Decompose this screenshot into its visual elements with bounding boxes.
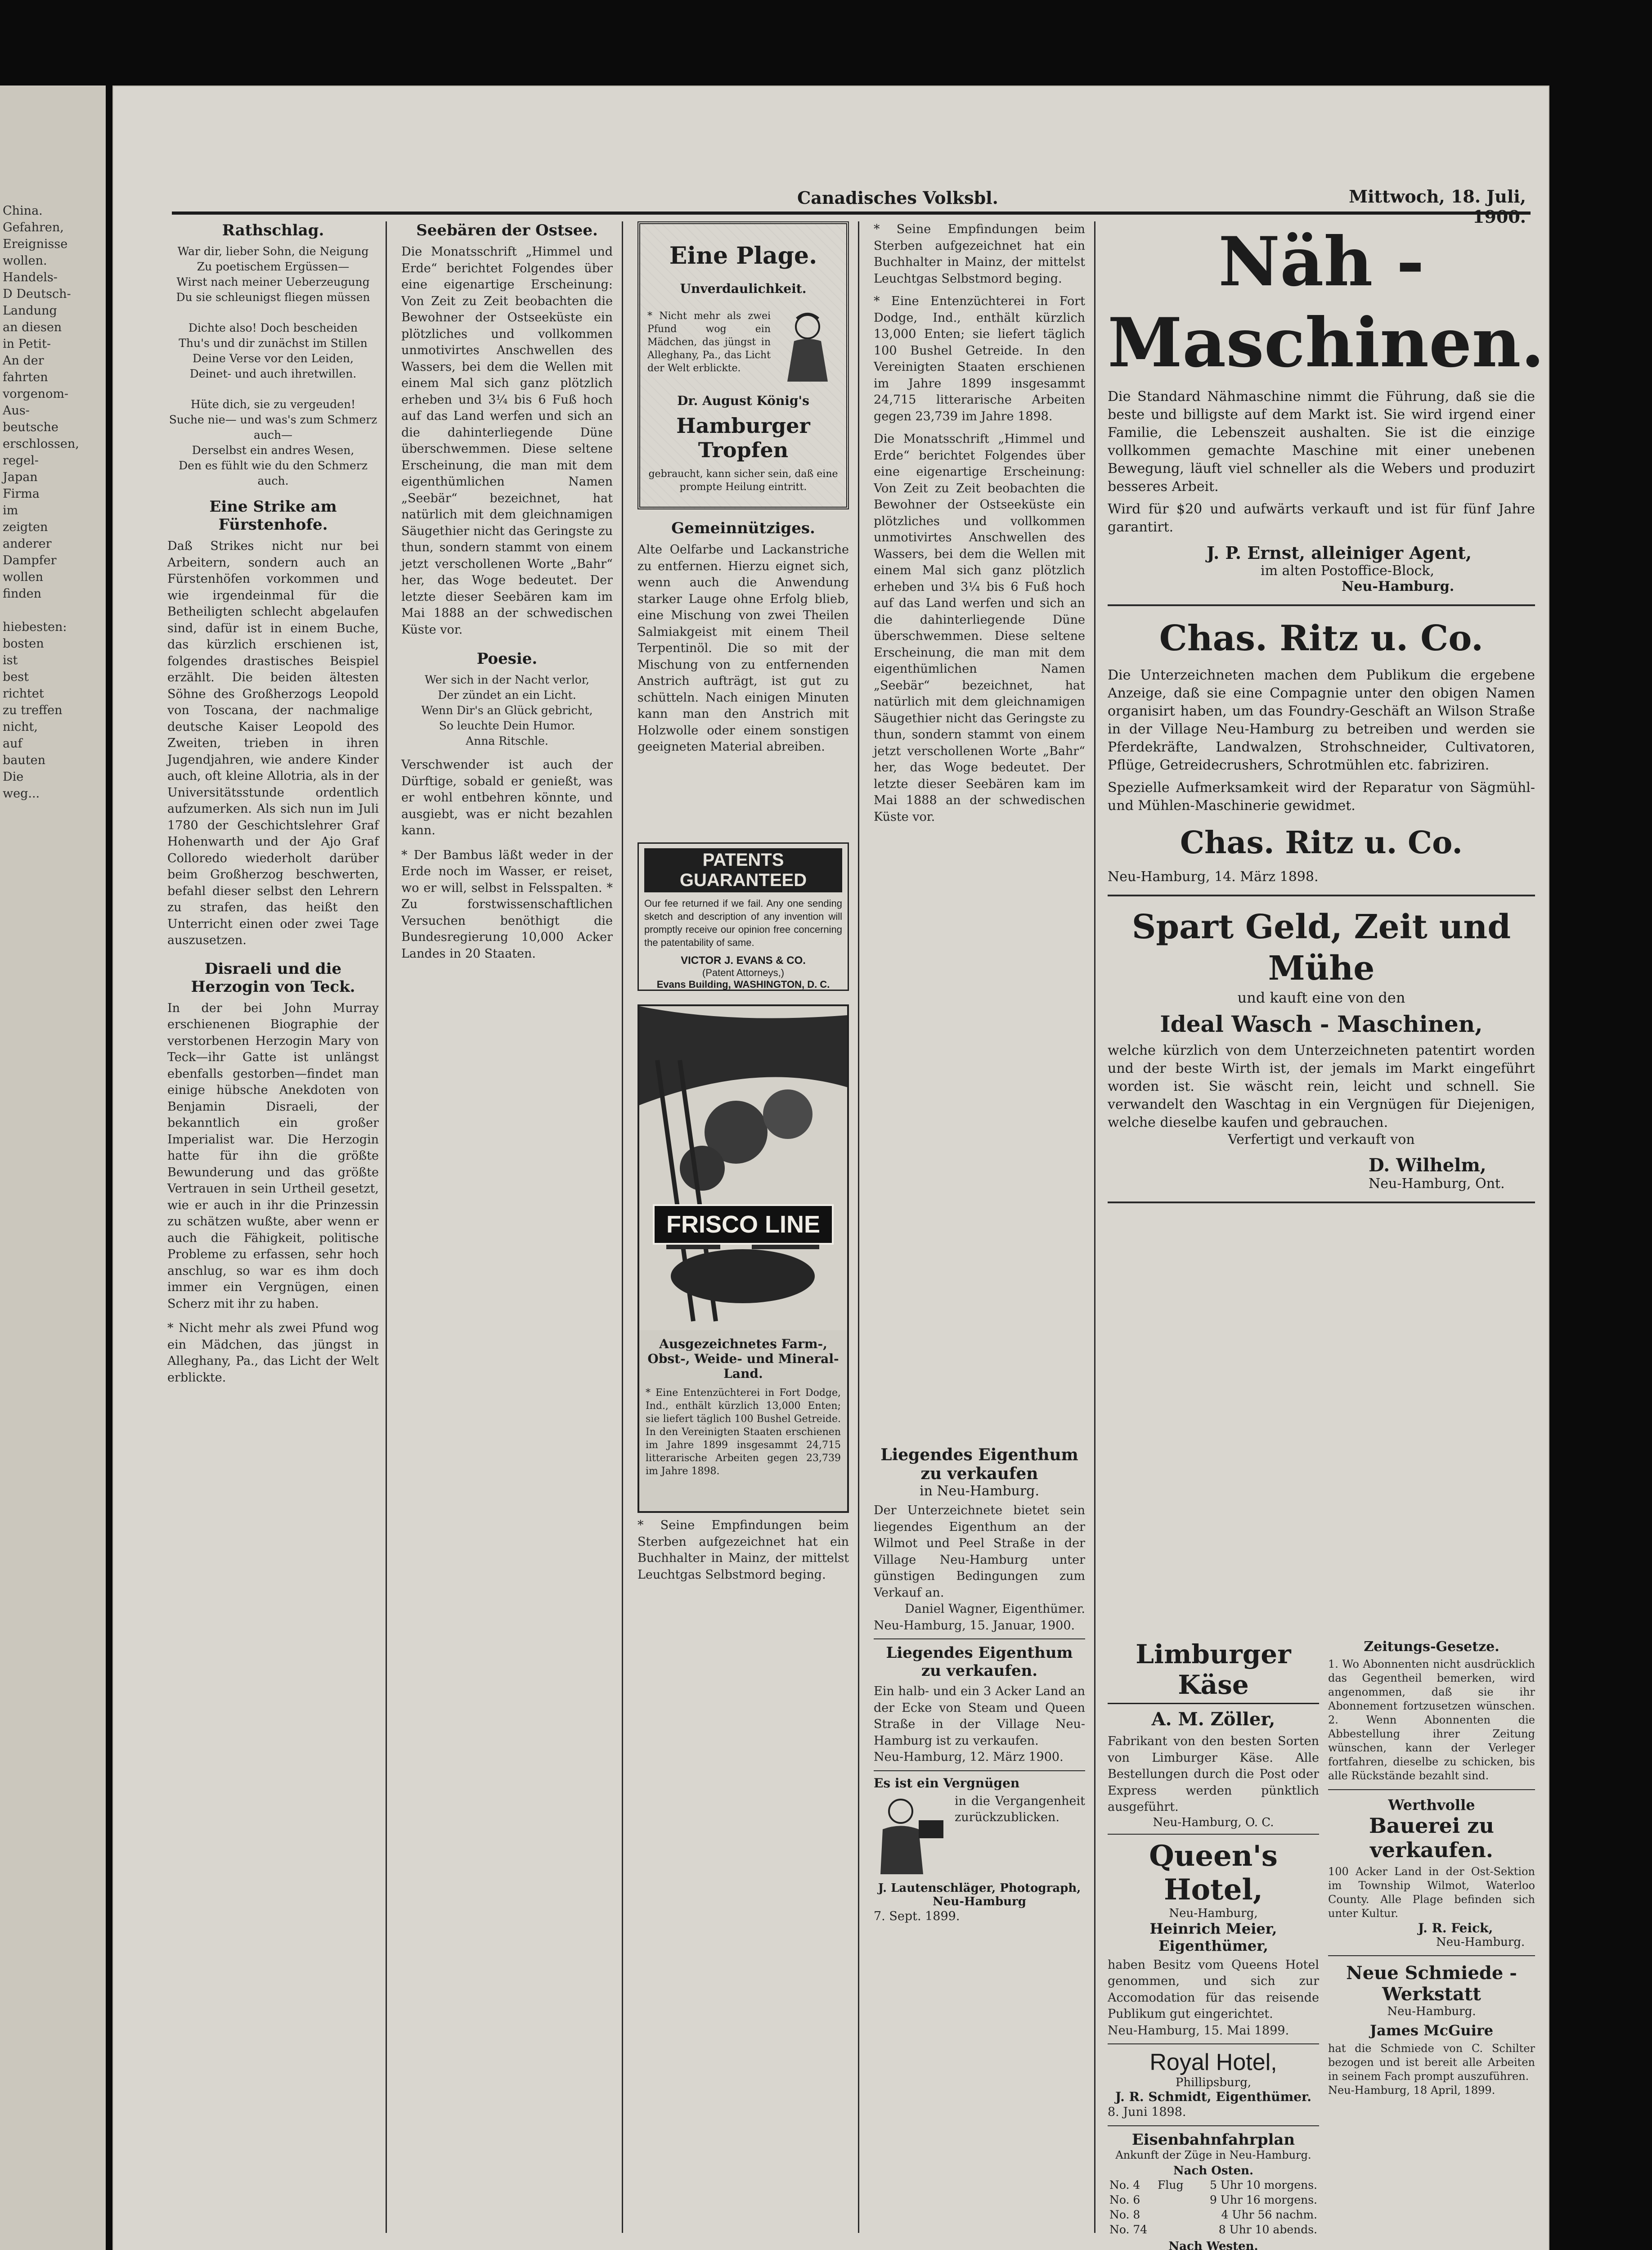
ad-date: Neu-Hamburg, 15. Januar, 1900. bbox=[874, 1618, 1075, 1633]
patents-firm: VICTOR J. EVANS & CO. bbox=[681, 954, 806, 967]
bauerei-signature: J. R. Feick, bbox=[1418, 1921, 1493, 1935]
timetable-east-label: Nach Osten. bbox=[1173, 2164, 1254, 2178]
patents-ad bbox=[637, 842, 849, 991]
bauerei-town: Neu-Hamburg. bbox=[1436, 1935, 1525, 1949]
queens-date: Neu-Hamburg, 15. Mai 1899. bbox=[1108, 2023, 1289, 2038]
zeitung-body: 1. Wo Abonnenten nicht ausdrücklich das Gegentheil bemerken, wird angenommen, daß sie ihr Abonnement fortzusetzen wünschen. 2. Wenn Abonnenten die Abbestellung ihrer Zeitung wünschen, kann der Verleger fortfahren, dieselbe zu schicken, bis alle Rückstände bezahlt sind. bbox=[1328, 1658, 1535, 1782]
news-notes: * Der Bambus läßt weder in der Erde noch im Wasser, er reiset, wo er will, selbst in Felsspalten. * Zu forstwissenschaftlichen Versuchen benöthigt die Bundesregierung 10,000 Acker Landes in 20 Staaten. bbox=[401, 848, 613, 961]
timetable-row bbox=[1108, 2222, 1319, 2237]
poem-line: Deine Verse vor den Leiden, bbox=[193, 352, 354, 365]
wasch-product: Ideal Wasch - Maschinen, bbox=[1160, 1011, 1483, 1037]
ritz-body-2: Spezielle Aufmerksamkeit wird der Reparatur von Sägmühl- und Mühlen-Maschinerie gewidmet. bbox=[1108, 780, 1535, 814]
limburg-town: Neu-Hamburg, O. C. bbox=[1153, 1815, 1274, 1829]
ad-title: Es ist ein Vergnügen bbox=[874, 1775, 1020, 1791]
plage-text: * Nicht mehr als zwei Pfund wog ein Mädchen, das jüngst in Alleghany, Pa., das Licht der Welt erblickte. bbox=[647, 310, 771, 374]
frisco-line-ad bbox=[637, 1004, 849, 1513]
poem-line: Suche nie— und was's zum Schmerz auch— bbox=[169, 413, 377, 441]
previous-page-edge bbox=[0, 86, 106, 2250]
article-body: Die Monatsschrift „Himmel und Erde“ berichtet Folgendes über eine eigenartige Erscheinung: Von Zeit zu Zeit beobachten die Bewohner der Ostseeküste ein plötzliches und vollkommen unmotivirtes Anschwellen des Wassers, bei dem die Wellen mit einem Mal sich ganz plötzlich erheben und 3¼ bis 6 Fuß hoch auf das Land werfen und sich an die dahinterliegende Düne überschwemmen. Diese seltene Erscheinung, die man mit dem eigenthümlichen Namen „Seebär“ bezeichnet, hat natürlich mit dem gleichnamigen Säugethier nicht das Geringste zu thun, sondern stammt von einem jetzt verschollenen Worte „Bahr“ her, das Woge bedeutet. Der letzte dieser Seebären kam im Mai 1888 an der schwedischen Küste vor. bbox=[401, 245, 613, 637]
bauerei-title-2: Bauerei zu verkaufen. bbox=[1369, 1814, 1494, 1862]
article-body: * Seine Empfindungen beim Sterben aufgezeichnet hat ein Buchhalter in Mainz, der mittelst Leuchtgas Selbstmord beging. bbox=[637, 1518, 849, 1582]
ad-subtitle: in Neu-Hamburg. bbox=[919, 1483, 1039, 1499]
naeh-agent: J. P. Ernst, alleiniger Agent, bbox=[1207, 543, 1472, 563]
article-body: Verschwender ist auch der Dürftige, sobald er genießt, was er wohl entbehren könnte, und ausgiebt, was er nicht bezahlen kann. bbox=[401, 758, 613, 837]
timetable-cell bbox=[1156, 2192, 1190, 2207]
schmiede-body: hat die Schmiede von C. Schilter bezogen und ist bereit alle Arbeiten in seinem Fach prompt auszuführen. bbox=[1328, 2042, 1535, 2083]
timetable-row bbox=[1108, 2178, 1319, 2192]
timetable-east bbox=[1108, 2178, 1319, 2237]
plage-brand: Dr. August König's bbox=[677, 393, 809, 408]
naeh-town: Neu-Hamburg. bbox=[1342, 579, 1454, 594]
wasch-title: Spart Geld, Zeit und Mühe bbox=[1131, 908, 1511, 988]
article-body: Die Monatsschrift „Himmel und Erde“ berichtet Folgendes über eine eigenartige Erscheinung: Von Zeit zu Zeit beobachten die Bewohner der Ostseeküste ein plötzliches und vollkommen unmotivirtes Anschwellen des Wassers, bei dem die Wellen mit einem Mal sich ganz plötzlich erheben und 3¼ bis 6 Fuß hoch auf das Land werfen und sich an die dahinterliegende Düne überschwemmen. Diese seltene Erscheinung, die man mit dem eigenthümlichen Namen „Seebär“ bezeichnet, hat natürlich mit dem gleichnamigen Säugethier nicht das Geringste zu thun, sondern stammt von einem jetzt verschollenen Worte „Bahr“ her, das Woge bedeutet. Der letzte dieser Seebären kam im Mai 1888 an der schwedischen Küste vor. bbox=[874, 432, 1085, 824]
poem-line: Zu poetischem Ergüssen— bbox=[197, 260, 350, 273]
royal-town: Phillipsburg, bbox=[1175, 2076, 1252, 2089]
photographer-illustration-icon bbox=[874, 1793, 950, 1879]
poem-line: Den es fühlt wie du den Schmerz auch. bbox=[179, 459, 368, 487]
poem-line: Du sie schleunigst fliegen müssen bbox=[176, 291, 370, 304]
royal-owner: J. R. Schmidt, Eigenthümer. bbox=[1115, 2089, 1311, 2104]
poem-line: Der zündet an ein Licht. bbox=[438, 688, 576, 702]
schmiede-town: Neu-Hamburg. bbox=[1387, 2005, 1476, 2018]
plage-product: Hamburger Tropfen bbox=[676, 414, 810, 462]
column-4 bbox=[874, 221, 1085, 825]
limburg-body: Fabrikant von den besten Sorten von Limburger Käse. Alle Bestellungen durch die Post oder Express werden pünktlich ausgeführt. bbox=[1108, 1734, 1319, 1814]
article-body: * Eine Entenzüchterei in Fort Dodge, Ind., enthält kürzlich 13,000 Enten; sie liefert täglich 100 Bushel Getreide. In den Vereinigten Staaten erschienen im Jahre 1899 insgesammt 24,715 litterarische Arbeiten gegen 23,739 im Jahre 1898. bbox=[874, 294, 1085, 423]
patents-body: Our fee returned if we fail. Any one sending sketch and description of any invention will promptly receive our opinion free concerning the patentability of same. bbox=[644, 898, 842, 948]
column-1 bbox=[167, 221, 379, 1386]
ad-body: Ein halb- und ein 3 Acker Land an der Ecke von Steam und Queen Straße in der Village Neu-Hamburg ist zu verkaufen. bbox=[874, 1684, 1085, 1748]
plage-subtitle: Unverdaulichkeit. bbox=[680, 281, 807, 296]
poem-line: Thu's und dir zunächst im Stillen bbox=[179, 337, 368, 350]
timetable-cell: Flug bbox=[1158, 2178, 1184, 2192]
naeh-price: Wird für $20 und aufwärts verkauft und ist für fünf Jahre garantirt. bbox=[1108, 501, 1535, 535]
timetable-cell: No. 4 bbox=[1109, 2178, 1140, 2192]
royal-title: Royal Hotel, bbox=[1149, 2049, 1277, 2075]
article-title: Seebären der Ostsee. bbox=[416, 221, 598, 239]
poem-line: Hüte dich, sie zu vergeuden! bbox=[190, 398, 356, 411]
poem bbox=[167, 244, 379, 489]
timetable-cell: 4 Uhr 56 nachm. bbox=[1221, 2208, 1317, 2221]
poem-line: Dichte also! Doch bescheiden bbox=[188, 321, 358, 334]
poem-line: Deinet- und auch ihretwillen. bbox=[189, 367, 357, 380]
bauerei-title-1: Werthvolle bbox=[1388, 1796, 1475, 1814]
article-title: Eine Strike am Fürstenhofe. bbox=[209, 498, 337, 534]
queens-body: haben Besitz vom Queens Hotel genommen, und sich zur Accomodation für das reisende Publikum gut eingerichtet. bbox=[1108, 1958, 1319, 2021]
article-body: Daß Strikes nicht nur bei Arbeitern, sondern auch an Fürstenhöfen vorkommen und wie irgendeinmal für die Betheiligten schlecht abgelaufen sind, dafür ist in einem Buche, das kürzlich erschienen ist, folgendes drastisches Beispiel erzählt. Die beiden ältesten Söhne des Großherzogs Leopold von Toscana, der nachmalige deutsche Kaiser Leopold des Zweiten, trieben in ihren Jugendjahren, wie andere Kinder auch, oft kleine Allotria, als in der Universitätsstunde ordentlich aufzumerken. Als sich nun im Juli 1780 der Geschichtslehrer Graf Hohenwarth und der Ajo Graf Colloredo wiederholt darüber beim Großherzog beschwerten, befahl dieser selbst den Lehrern zu strafen, das heißt den Unterricht einen oder zwei Tage auszusetzen. bbox=[167, 539, 379, 947]
wasch-town: Neu-Hamburg, Ont. bbox=[1369, 1176, 1505, 1192]
naeh-address: im alten Postoffice-Block, bbox=[1261, 563, 1435, 579]
queens-town: Neu-Hamburg, bbox=[1169, 1906, 1258, 1920]
patents-title: PATENTS GUARANTEED bbox=[644, 848, 842, 892]
frisco-line-logo: FRISCO LINE bbox=[653, 1204, 834, 1245]
poem-line: Derselbst ein andres Wesen, bbox=[192, 444, 355, 457]
ad-title: Liegendes Eigenthum zu verkaufen. bbox=[886, 1644, 1073, 1680]
wasch-sell: Verfertigt und verkauft von bbox=[1228, 1132, 1415, 1148]
previous-page-fragments: China. Gefahren, Ereignisse wollen. Handels- D Deutsch- Landung an diesen in Petit- An der fahrten vorgenom- Aus- beutsche erschlossen, regel- Japan Firma im zeigten anderer Dampfer wollen finden hiebesten: bosten ist best richtet zu treffen nicht, auf bauten Die weg... bbox=[3, 204, 79, 801]
queens-title: Queen's Hotel, bbox=[1149, 1839, 1278, 1907]
timetable-title: Eisenbahnfahrplan bbox=[1131, 2130, 1295, 2149]
ad-title: Liegendes Eigenthum zu verkaufen bbox=[880, 1445, 1078, 1483]
column-rule bbox=[1094, 221, 1095, 2233]
article-title: Gemeinnütziges. bbox=[671, 519, 815, 537]
poem-line: So leuchte Dein Humor. bbox=[439, 719, 575, 732]
column-rule bbox=[622, 221, 623, 2233]
patents-sub: (Patent Attorneys,) bbox=[702, 967, 785, 978]
article-body: Alte Oelfarbe und Lackanstriche zu entfernen. Hierzu eignet sich, wenn auch die Anwendung starker Lauge ohne Erfolg blieb, eine Mischung von zwei Theilen Salmiakgeist mit einem Theil Terpentinöl. Die so mit der Mischung von zu entfernenden Anstrich aufträgt, ist gut zu schütteln. Nach einigen Minuten kann man den Anstrich mit Holzwolle oder einem sonstigen geeigneten Material abreiben. bbox=[637, 543, 849, 754]
limburg-title: Limburger Käse bbox=[1108, 1639, 1319, 1704]
timetable-row bbox=[1108, 2192, 1319, 2207]
real-estate-ads bbox=[874, 1445, 1085, 1925]
ad-date: 7. Sept. 1899. bbox=[874, 1909, 960, 1923]
column-3-text bbox=[637, 1517, 849, 1583]
timetable-cell: 9 Uhr 16 morgens. bbox=[1209, 2193, 1317, 2206]
plage-tagline: gebraucht, kann sicher sein, daß eine prompte Heilung eintritt. bbox=[648, 468, 838, 493]
naeh-body: Die Standard Nähmaschine nimmt die Führung, daß sie die beste und billigste auf dem Markt ist. Sie wird irgend einer Familie, die Lebenszeit aushalten. Sie ist die einzige vollkommen gemachte Maschine mit einer unebenen Bewegung, läuft viel schneller als die Webers und produzirt besseres Arbeit. bbox=[1108, 389, 1535, 495]
ad-date: Neu-Hamburg, 12. März 1900. bbox=[874, 1750, 1064, 1764]
ad-signature: J. Lautenschläger, Photograph, Neu-Hamburg bbox=[878, 1881, 1081, 1908]
masthead-rule bbox=[172, 212, 1531, 215]
article-body: In der bei John Murray erschienenen Biographie der verstorbenen Herzogin Mary von Teck—ihr Gatte ist unlängst ebenfalls gestorben—findet man einige hübsche Anekdoten von Benjamin Disraeli, der bekanntlich ein großer Imperialist war. Die Herzogin hatte für ihn die größte Bewunderung und das größte Vertrauen in sein Urtheil gesetzt, wie er auch in ihr die Prinzessin zu schätzen wußte, aber wenn er auch die Fähigkeit, politische Probleme zu erfassen, sehr hoch anschlug, so war es ihm doch immer ein Vergnügen, einen Scherz mit ihr zu haben. bbox=[167, 1001, 379, 1311]
timetable-cell: 8 Uhr 10 abends. bbox=[1218, 2223, 1317, 2236]
ritz-signature: Chas. Ritz u. Co. bbox=[1180, 825, 1463, 861]
poem-line: Wenn Dir's an Glück gebricht, bbox=[421, 704, 593, 717]
frisco-caption: Ausgezeichnetes Farm-, Obst-, Weide- und Mineral-Land. bbox=[647, 1336, 839, 1381]
queens-owner: Heinrich Meier, Eigenthümer, bbox=[1149, 1920, 1277, 1954]
article-body: * Seine Empfindungen beim Sterben aufgezeichnet hat ein Buchhalter in Mainz, der mittelst Leuchtgas Selbstmord beging. bbox=[874, 222, 1085, 286]
timetable-row bbox=[1108, 2207, 1319, 2222]
newspaper-page bbox=[112, 86, 1549, 2250]
column-2 bbox=[401, 221, 613, 962]
wasch-subtitle: und kauft eine von den bbox=[1237, 989, 1405, 1006]
wasch-signature: D. Wilhelm, bbox=[1369, 1155, 1486, 1176]
schmiede-date: Neu-Hamburg, 18 April, 1899. bbox=[1328, 2084, 1495, 2097]
column-rule bbox=[386, 221, 387, 2233]
fruit-illustration-icon bbox=[639, 1006, 847, 1330]
news-note: * Nicht mehr als zwei Pfund wog ein Mädchen, das jüngst in Alleghany, Pa., das Licht der Welt erblickte. bbox=[167, 1321, 379, 1385]
limburg-name: A. M. Zöller, bbox=[1151, 1709, 1275, 1730]
zeitung-title: Zeitungs-Gesetze. bbox=[1364, 1639, 1499, 1655]
ritz-title: Chas. Ritz u. Co. bbox=[1159, 618, 1484, 659]
royal-date: 8. Juni 1898. bbox=[1108, 2105, 1186, 2119]
plage-title: Eine Plage. bbox=[669, 242, 817, 270]
poem-line: Anna Ritschle. bbox=[466, 734, 548, 747]
plage-ad bbox=[637, 221, 849, 509]
column-3-lower bbox=[637, 842, 849, 1513]
timetable-cell: No. 8 bbox=[1109, 2208, 1140, 2221]
timetable-cell bbox=[1156, 2207, 1190, 2222]
schmiede-name: James McGuire bbox=[1369, 2022, 1494, 2039]
timetable-west-label: Nach Westen. bbox=[1168, 2239, 1258, 2250]
article-title: Poesie. bbox=[476, 650, 538, 668]
timetable-cell bbox=[1156, 2222, 1190, 2237]
ad-body: Der Unterzeichnete bietet sein liegendes Eigenthum an der Wilmot und Peel Straße in der Village Neu-Hamburg unter günstigen Bedingungen zum Verkauf an. bbox=[874, 1503, 1085, 1600]
ads-subcolumn-left bbox=[1108, 1639, 1319, 2250]
column-3 bbox=[637, 221, 849, 756]
timetable-subtitle: Ankunft der Züge in Neu-Hamburg. bbox=[1115, 2148, 1311, 2161]
issue-date: Mittwoch, 18. Juli, 1900. bbox=[1349, 186, 1526, 227]
wasch-body: welche kürzlich von dem Unterzeichneten patentirt worden und der beste Wirth ist, der jemals im Markt eingeführt worden ist. Sie wäscht rein, leicht und schnell. Sie verwandelt den Waschtag in ein Vergnügen für Diejenigen, welche dieselbe kaufen und gebrauchen. bbox=[1108, 1043, 1535, 1130]
ritz-date: Neu-Hamburg, 14. März 1898. bbox=[1108, 869, 1319, 885]
bauerei-body: 100 Acker Land in der Ost-Sektion im Township Wilmot, Waterloo County. Alle Plage befinden sich unter Kultur. bbox=[1328, 1865, 1535, 1920]
poem-line bbox=[167, 382, 379, 397]
poem bbox=[401, 672, 613, 749]
naeh-title: Näh - Maschinen. bbox=[1108, 222, 1544, 382]
frisco-body: * Eine Entenzüchterei in Fort Dodge, Ind., enthält kürzlich 13,000 Enten; sie liefert täglich 100 Bushel Getreide. In den Vereinigten Staaten erschienen im Jahre 1899 insgesammt 24,715 litterarische Arbeiten gegen 23,739 im Jahre 1898. bbox=[646, 1387, 841, 1477]
ads-subcolumn-right bbox=[1328, 1639, 1535, 2097]
article-title: Rathschlag. bbox=[222, 221, 324, 239]
ad-signature: Daniel Wagner, Eigenthümer. bbox=[905, 1602, 1085, 1616]
patents-address: Evans Building, WASHINGTON, D. C. bbox=[656, 979, 830, 990]
timetable-cell: No. 6 bbox=[1109, 2193, 1140, 2206]
timetable-cell: 5 Uhr 10 morgens. bbox=[1209, 2178, 1317, 2192]
paper-title: Canadisches Volksbl. bbox=[797, 188, 998, 208]
poem-line: Wirst nach meiner Ueberzeugung bbox=[176, 275, 370, 288]
poem-line: Wer sich in der Nacht verlor, bbox=[425, 673, 589, 686]
ads-column bbox=[1108, 221, 1544, 1203]
schmiede-title: Neue Schmiede - Werkstatt bbox=[1346, 1962, 1517, 2005]
poem-line bbox=[167, 305, 379, 320]
woman-figure-icon bbox=[776, 310, 839, 386]
ad-body: in die Vergangenheit zurückzublicken. bbox=[955, 1794, 1085, 1824]
article-title: Disraeli und die Herzogin von Teck. bbox=[191, 959, 355, 996]
poem-line: War dir, lieber Sohn, die Neigung bbox=[177, 245, 369, 258]
column-rule bbox=[858, 221, 859, 2233]
ritz-body: Die Unterzeichneten machen dem Publikum die ergebene Anzeige, daß sie eine Compagnie unter den obigen Namen organisirt haben, um das Foundry-Geschäft an Wilson Straße in der Village Neu-Hamburg zu betreiben und werden sie Pferdekräfte, Landwalzen, Strohschneider, Cultivatoren, Pflüge, Getreidecrushers, Schrotmühlen etc. fabriziren. bbox=[1108, 667, 1535, 773]
timetable-cell: No. 74 bbox=[1109, 2223, 1148, 2236]
